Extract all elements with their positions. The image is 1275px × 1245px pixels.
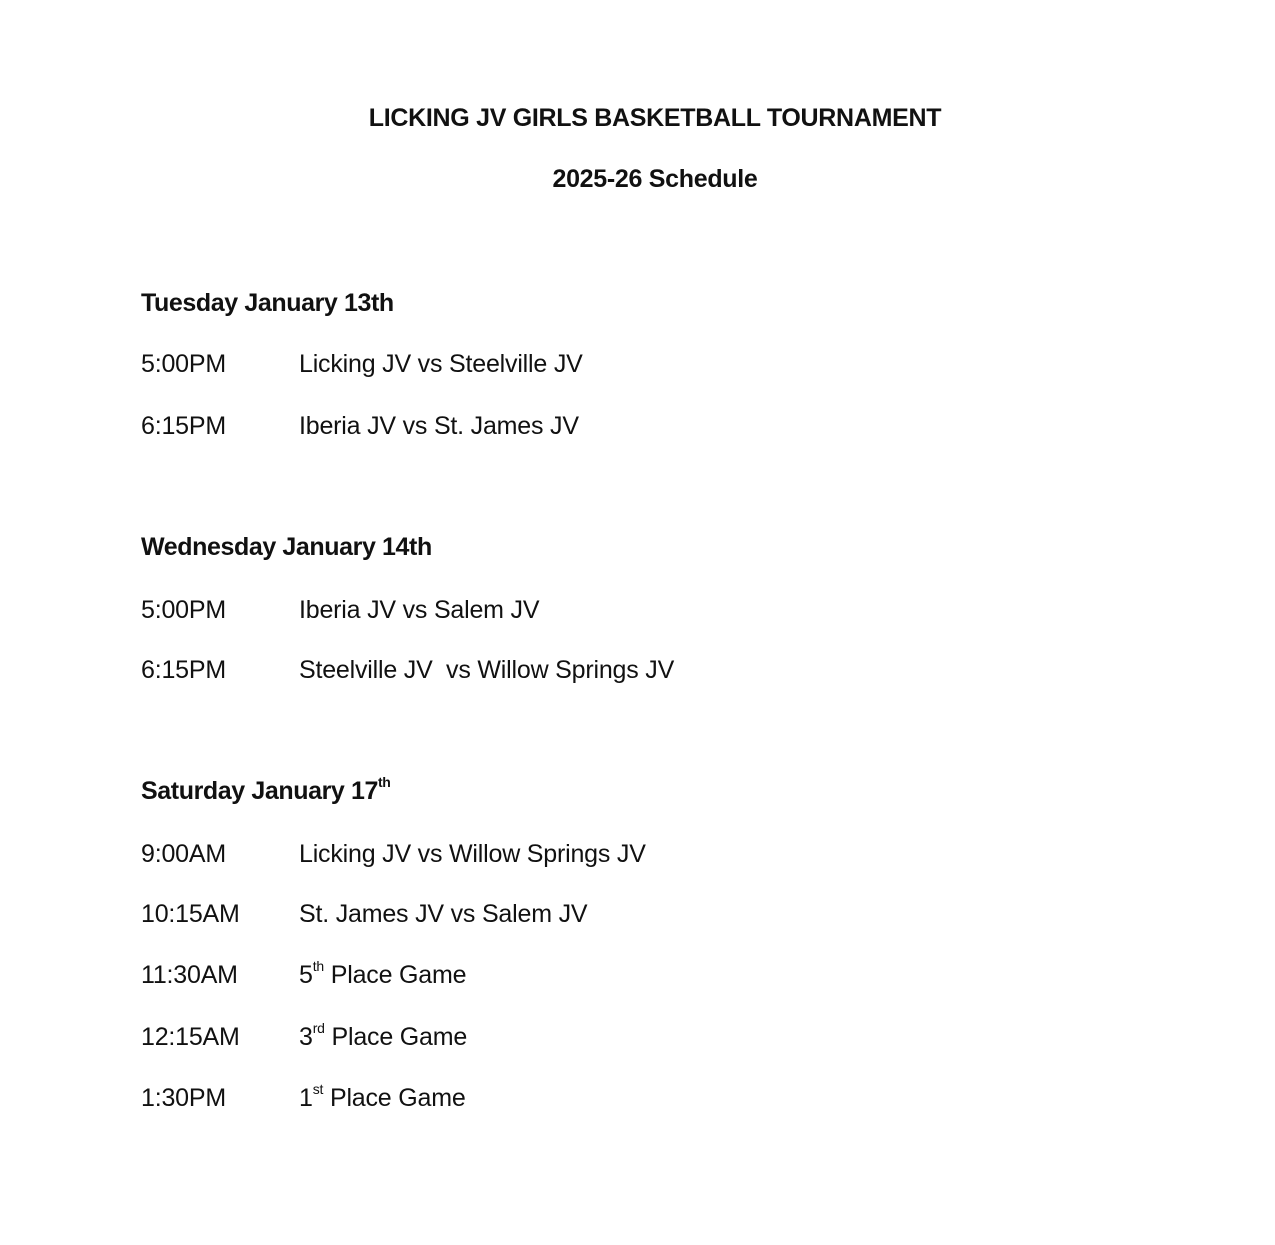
day-heading-ordinal-suffix: th <box>377 774 391 790</box>
placement-number: 5 <box>299 961 313 989</box>
game-time: 11:30AM <box>141 961 238 989</box>
document-title: LICKING JV GIRLS BASKETBALL TOURNAMENT <box>368 104 942 132</box>
game-time: 6:15PM <box>141 656 226 684</box>
game-matchup: Steelville JV vs Willow Springs JV <box>299 656 675 684</box>
game-matchup <box>299 958 467 989</box>
game-time: 5:00PM <box>141 596 226 624</box>
game-time: 6:15PM <box>141 412 226 440</box>
placement-ordinal-suffix: th <box>312 958 324 974</box>
game-matchup: Iberia JV vs St. James JV <box>299 412 579 440</box>
placement-label: Place Game <box>324 961 467 989</box>
day-heading-tuesday: Tuesday January 13th <box>141 289 394 317</box>
game-time: 9:00AM <box>141 840 226 868</box>
day-heading-text: Saturday January 17 <box>141 777 378 805</box>
game-matchup: Licking JV vs Steelville JV <box>299 350 583 378</box>
day-heading-saturday <box>141 774 391 805</box>
day-heading-wednesday: Wednesday January 14th <box>141 533 432 561</box>
game-matchup: Iberia JV vs Salem JV <box>299 596 540 624</box>
placement-label: Place Game <box>323 1084 466 1112</box>
game-time: 12:15AM <box>141 1023 240 1051</box>
placement-ordinal-suffix: st <box>312 1081 324 1097</box>
game-time: 5:00PM <box>141 350 226 378</box>
document-subtitle: 2025-26 Schedule <box>552 165 758 193</box>
game-matchup <box>299 1081 466 1112</box>
game-matchup: St. James JV vs Salem JV <box>299 900 588 928</box>
game-time: 10:15AM <box>141 900 240 928</box>
placement-ordinal-suffix: rd <box>312 1020 325 1036</box>
placement-number: 1 <box>299 1084 313 1112</box>
placement-label: Place Game <box>324 1023 468 1051</box>
placement-number: 3 <box>299 1023 313 1051</box>
game-matchup: Licking JV vs Willow Springs JV <box>299 840 646 868</box>
game-matchup <box>299 1020 468 1051</box>
game-time: 1:30PM <box>141 1084 226 1112</box>
